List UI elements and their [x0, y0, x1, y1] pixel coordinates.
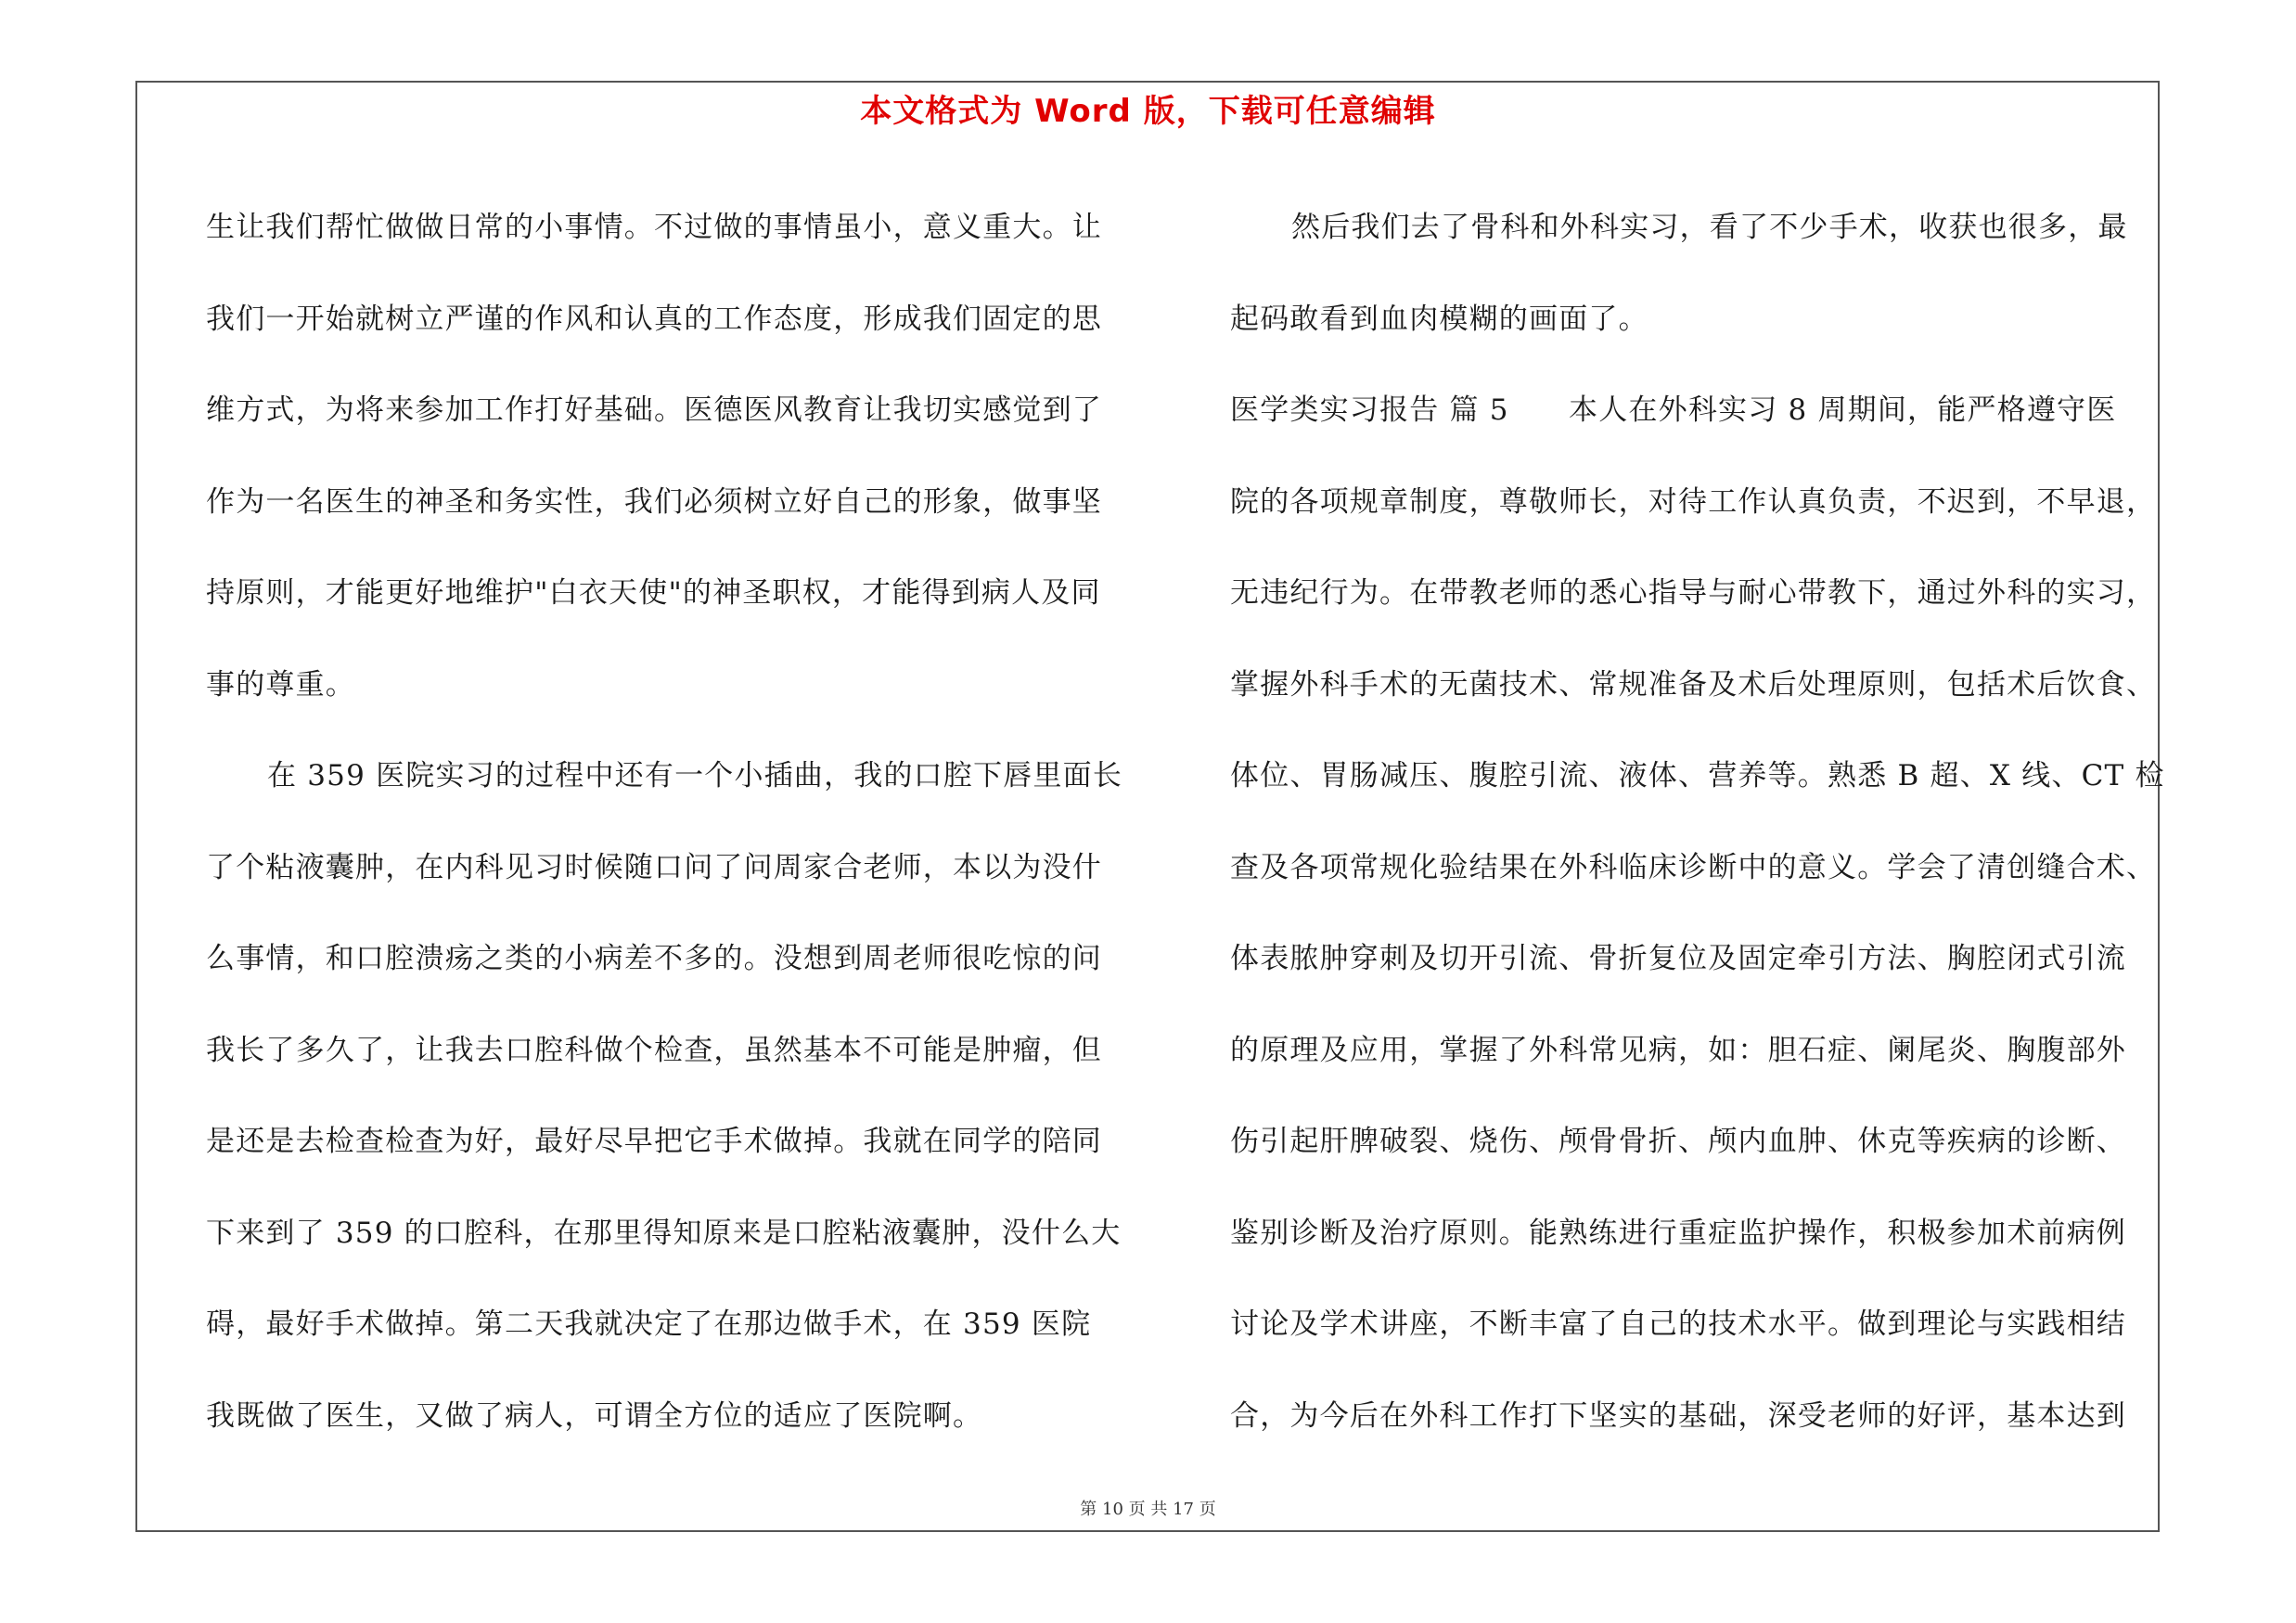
right-column: [1230, 182, 2165, 1462]
text-line: 下来到了 359 的口腔科，在那里得知原来是口腔粘液囊肿，没什么大: [206, 1216, 1122, 1250]
text-line: 合，为今后在外科工作打下坚实的基础，深受老师的好评，基本达到: [1230, 1398, 2126, 1433]
text-line: 我既做了医生，又做了病人，可谓全方位的适应了医院啊。: [206, 1398, 983, 1433]
text-line: 事的尊重。: [206, 667, 355, 702]
text-line: 查及各项常规化验结果在外科临床诊断中的意义。学会了清创缝合术、: [1230, 850, 2157, 884]
text-line: 作为一名医生的神圣和务实性，我们必须树立好自己的形象，做事坚: [206, 484, 1102, 519]
text-line: 无违纪行为。在带教老师的悉心指导与耐心带教下，通过外科的实习，: [1230, 576, 2157, 610]
text-line: 讨论及学术讲座，不断丰富了自己的技术水平。做到理论与实践相结: [1230, 1307, 2126, 1341]
text-line: 是还是去检查检查为好，最好尽早把它手术做掉。我就在同学的陪同: [206, 1125, 1102, 1158]
text-line: 我们一开始就树立严谨的作风和认真的工作态度，形成我们固定的思: [206, 302, 1102, 336]
text-line: 掌握外科手术的无菌技术、常规准备及术后处理原则，包括术后饮食、: [1230, 667, 2157, 702]
text-line: 体表脓肿穿刺及切开引流、骨折复位及固定牵引方法、胸腔闭式引流: [1230, 942, 2126, 975]
text-line: 然后我们去了骨科和外科实习，看了不少手术，收获也很多，最: [1291, 211, 2128, 244]
text-line: 在 359 医院实习的过程中还有一个小插曲，我的口腔下唇里面长: [267, 759, 1123, 792]
text-line: 起码敢看到血肉模糊的画面了。: [1230, 302, 1648, 336]
page-number: 第 10 页 共 17 页: [1080, 1500, 1216, 1519]
text-line: 维方式，为将来参加工作打好基础。医德医风教育让我切实感觉到了: [206, 393, 1102, 427]
text-line: 了个粘液囊肿，在内科见习时候随口问了问周家合老师，本以为没什: [206, 850, 1102, 884]
format-banner: 本文格式为 Word 版，下载可任意编辑: [860, 93, 1436, 130]
text-line: 鉴别诊断及治疗原则。能熟练进行重症监护操作，积极参加术前病例: [1230, 1216, 2126, 1250]
text-line: 碍，最好手术做掉。第二天我就决定了在那边做手术，在 359 医院: [206, 1307, 1092, 1341]
left-column: [206, 182, 1124, 1462]
text-line: 的原理及应用，掌握了外科常见病，如：胆石症、阑尾炎、胸腹部外: [1230, 1033, 2126, 1067]
text-line: 体位、胃肠减压、腹腔引流、液体、营养等。熟悉 B 超、X 线、CT 检: [1230, 759, 2165, 792]
section-heading-line: 医学类实习报告 篇 5 本人在外科实习 8 周期间，能严格遵守医: [1230, 393, 2117, 427]
text-line: 伤引起肝脾破裂、烧伤、颅骨骨折、颅内血肿、休克等疾病的诊断、: [1230, 1125, 2126, 1158]
text-line: 生让我们帮忙做做日常的小事情。不过做的事情虽小，意义重大。让: [206, 211, 1102, 244]
text-line: 持原则，才能更好地维护"白衣天使"的神圣职权，才能得到病人及同: [206, 576, 1101, 610]
text-line: 么事情，和口腔溃疡之类的小病差不多的。没想到周老师很吃惊的问: [206, 942, 1102, 975]
text-line: 我长了多久了，让我去口腔科做个检查，虽然基本不可能是肿瘤，但: [206, 1033, 1102, 1067]
text-line: 院的各项规章制度，尊敬师长，对待工作认真负责，不迟到，不早退，: [1230, 484, 2157, 519]
